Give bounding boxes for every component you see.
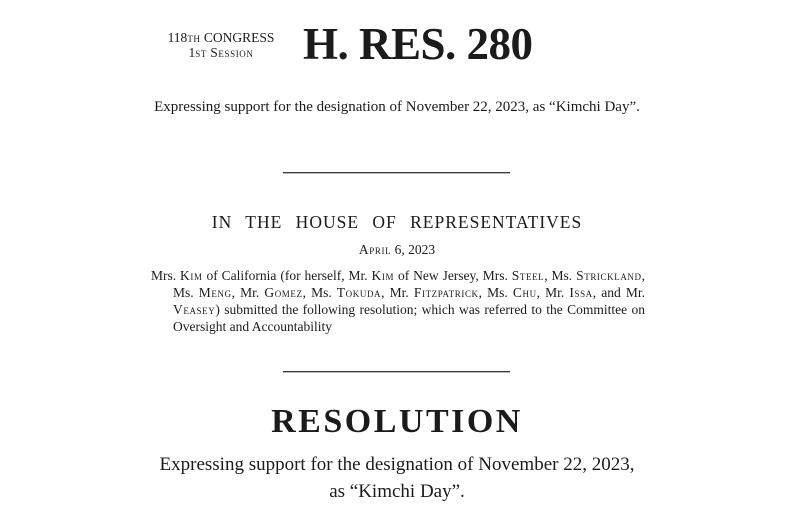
sponsor-paragraph: Mrs. Kim of California (for herself, Mr. Kim of New Jersey, Mrs. Steel, Ms. Strickland, Ms. Meng, Mr. Gomez, Ms. Tokuda, Mr. Fitzpatrick, Ms. Chu, Mr. Issa, and Mr. Veasey) submitted the following resolution; which was referred to the Committee on Oversight and Accountability bbox=[151, 268, 645, 334]
section-divider-bottom bbox=[283, 371, 510, 373]
congress-line: 118th CONGRESS bbox=[167, 30, 275, 45]
resolution-heading: RESOLUTION bbox=[271, 403, 523, 440]
bill-number-title: H. RES. 280 bbox=[303, 19, 533, 69]
measure-title-text: Expressing support for the designation of November 22, 2023, as “Kimchi Day”. bbox=[154, 99, 640, 115]
section-divider-top bbox=[283, 172, 510, 174]
measure-title bbox=[0, 96, 794, 118]
session-line: 1st Session bbox=[188, 45, 254, 60]
resolution-preamble-text: Expressing support for the designation of November 22, 2023, as “Kimchi Day”. bbox=[159, 454, 635, 502]
resolution-preamble bbox=[0, 451, 794, 505]
congress-session-block bbox=[150, 30, 292, 60]
date-line: April 6, 2023 bbox=[358, 242, 436, 257]
chamber-heading: IN THE HOUSE OF REPRESENTATIVES bbox=[211, 212, 583, 232]
